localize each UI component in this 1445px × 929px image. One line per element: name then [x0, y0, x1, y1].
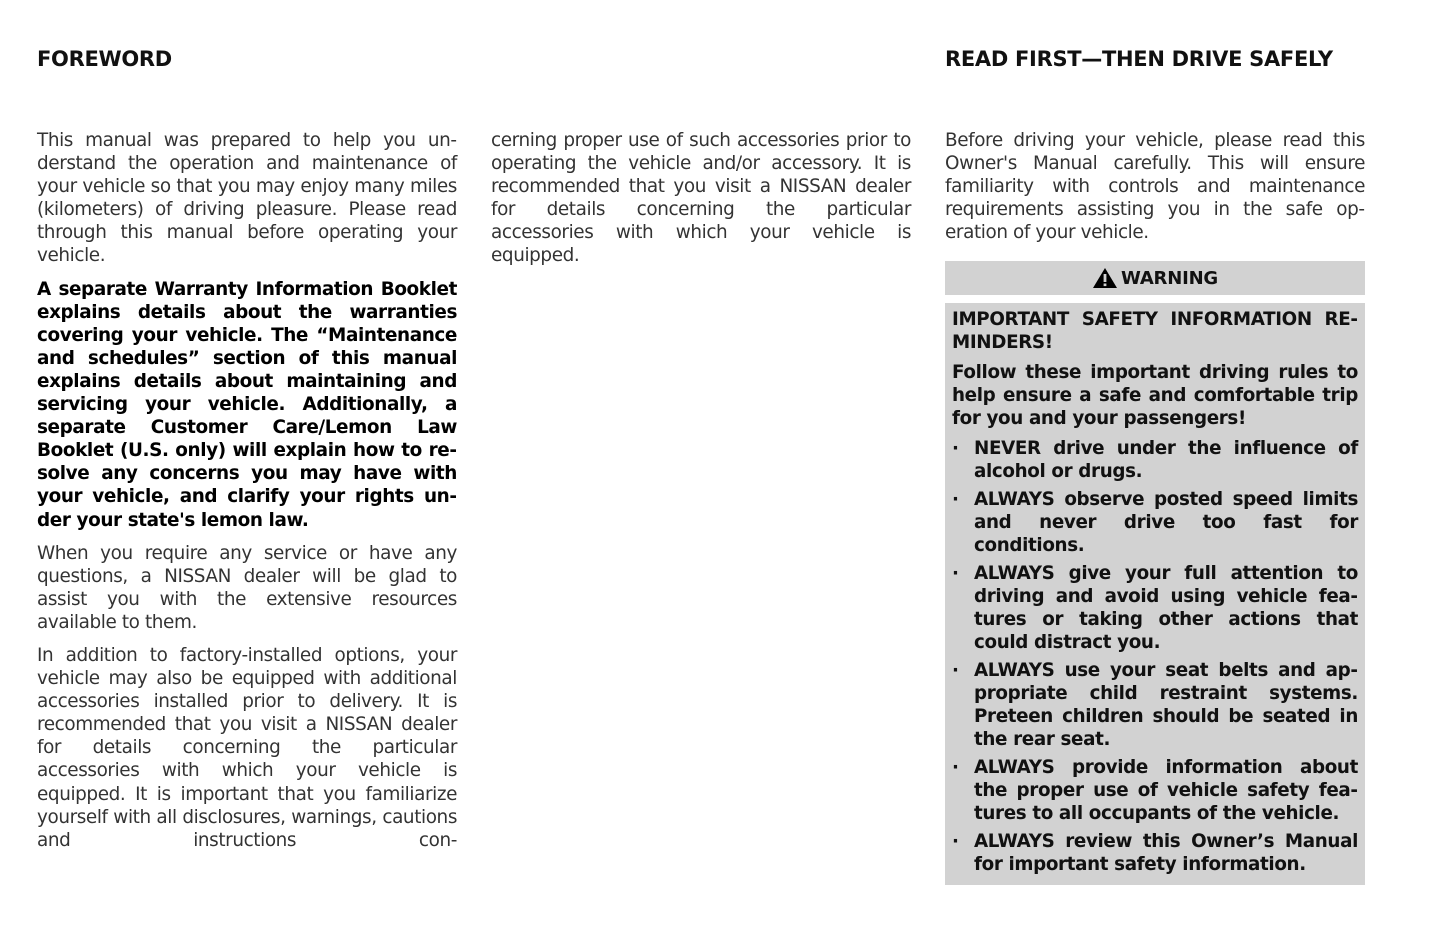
safety-rule-item: · ALWAYS provide information about the proper use of vehicle safety features to all occupants of the vehicle. [952, 756, 1358, 825]
foreword-paragraph-service: When you require any service or have any questions, a NISSAN dealer will be glad to assist you with the extensive resources available to them. [37, 542, 457, 633]
foreword-paragraph-accessories-continued: cerning proper use of such accessories prior to operating the vehicle and/or accessory. It is recommended that you visit a NISSAN dealer for details concerning the particular accessories with which your vehicle is equipped. [491, 130, 911, 267]
foreword-column-1 [37, 129, 457, 862]
safety-rule-item: · NEVER drive under the influence of alcohol or drugs. [952, 437, 1358, 483]
warning-lead: Follow these important driving rules to help ensure a safe and comfortable trip for you and your passengers! [952, 362, 1358, 430]
warning-triangle-icon [1092, 267, 1118, 289]
foreword-heading: FOREWORD [37, 47, 172, 71]
warning-title: IMPORTANT SAFETY INFORMATION REMINDERS! [952, 309, 1358, 354]
warning-label: WARNING [1120, 267, 1219, 289]
safety-rule-item: · ALWAYS observe posted speed limits and never drive too fast for conditions. [952, 488, 1358, 557]
safety-rule-item: · ALWAYS use your seat belts and appropriate child restraint systems. Preteen children should be seated in the rear seat. [952, 659, 1358, 751]
warning-header [945, 261, 1365, 295]
safety-rule-item: · ALWAYS review this Owner’s Manual for important safety information. [952, 830, 1358, 876]
foreword-paragraph-intro: This manual was prepared to help you understand the operation and maintenance of your vehicle so that you may enjoy many miles (kilometers) of driving pleasure. Please read through this manual before operating your vehicle. [37, 130, 457, 267]
foreword-column-2 [491, 129, 911, 278]
safety-rules-list [952, 437, 1358, 876]
safety-rule-item: · ALWAYS give your full attention to driving and avoid using vehicle features or taking other actions that could distract you. [952, 562, 1358, 654]
read-first-intro: Before driving your vehicle, please read this Owner's Manual carefully. This will ensure familiarity with controls and maintenance requirements assisting you in the safe operation of your vehicle. [945, 130, 1365, 244]
warning-body [945, 303, 1365, 885]
read-first-column [945, 129, 1365, 885]
read-first-heading: READ FIRST—THEN DRIVE SAFELY [945, 47, 1333, 71]
foreword-paragraph-accessories: In addition to factory-installed options, your vehicle may also be equipped with additional accessories installed prior to delivery. It is recommended that you visit a NISSAN dealer for details concerning the particular accessories with which your vehicle is equipped. It is important that you familiarize yourself with all disclosures, warnings, cautions and instructions con- [37, 644, 457, 851]
foreword-paragraph-warranty: A separate Warranty Information Booklet explains details about the warranties covering your vehicle. The “Maintenance and schedules” section of this manual explains details about maintaining and servicing your vehicle. Additionally, a separate Customer Care/Lemon Law Booklet (U.S. only) will explain how to resolve any concerns you may have with your vehicle, and clarify your rights under your state's lemon law. [37, 278, 457, 531]
